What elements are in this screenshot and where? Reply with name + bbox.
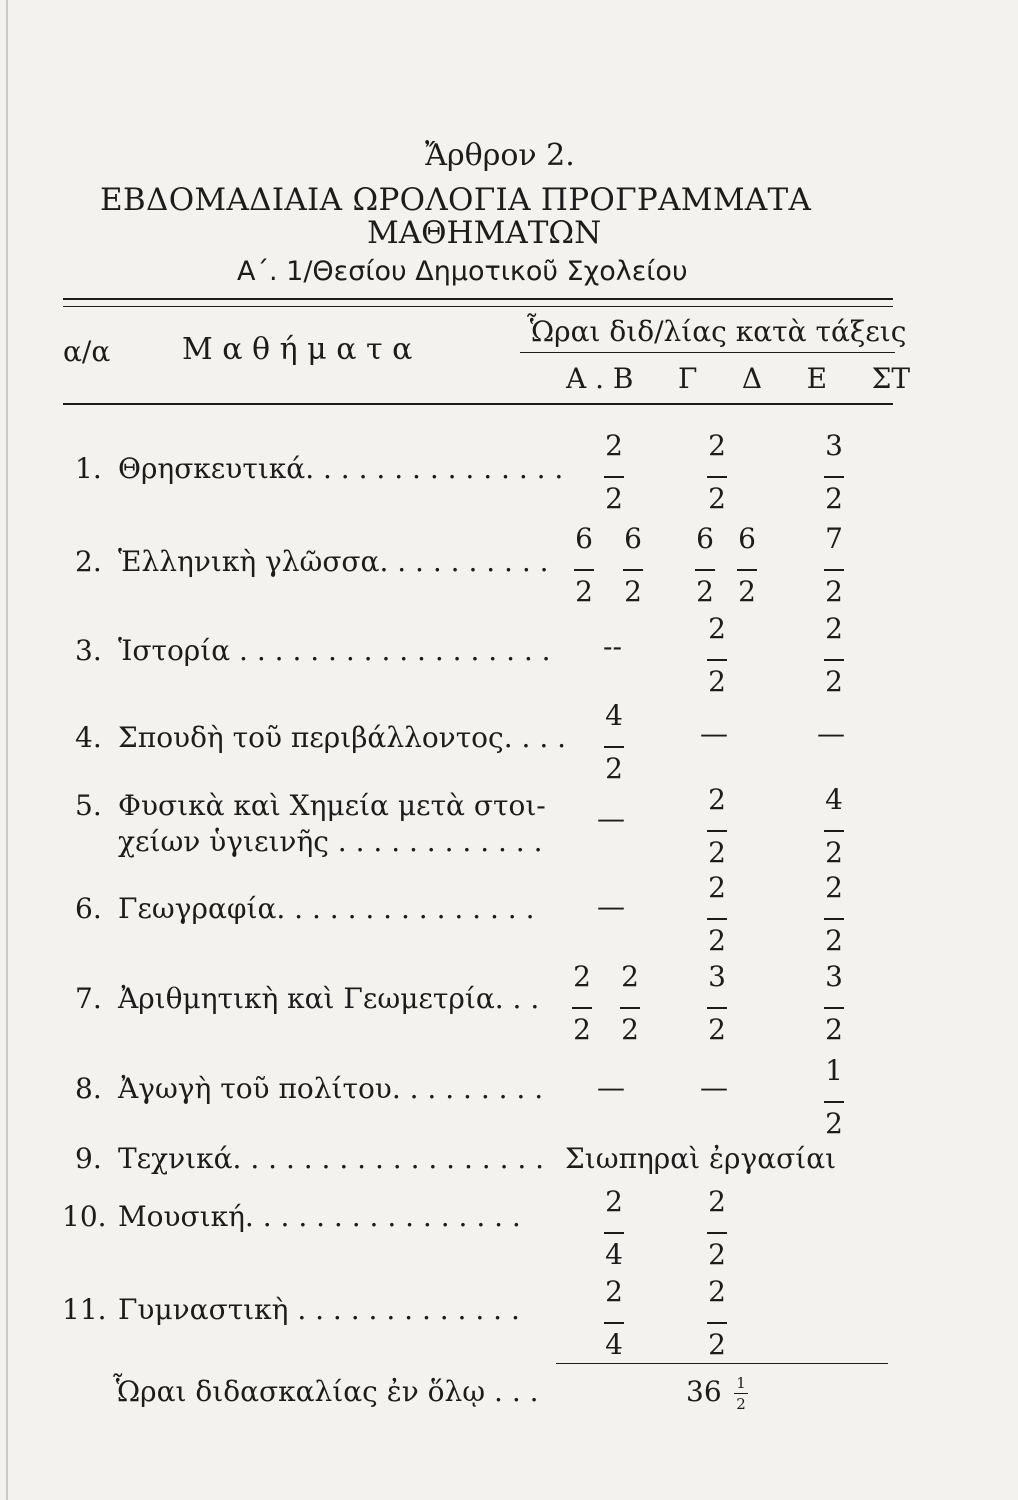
column-header-number: α/α <box>63 335 111 368</box>
subject-label: Τεχνικά. . . . . . . . . . . . . . . . . . <box>118 1142 545 1175</box>
total-hours-fraction: 1 2 <box>731 1376 751 1416</box>
subject-label: Ἀριθμητικὴ καὶ Γεωμετρία. . . <box>118 982 540 1015</box>
hours-fraction: 2 2 <box>708 1275 726 1361</box>
hours-fraction: 4 2 <box>605 699 623 785</box>
silent-work-note: Σιωπηραὶ ἐργασίαι <box>565 1142 837 1175</box>
no-hours-dash: — <box>597 802 625 835</box>
row-number: 2. <box>75 545 102 578</box>
subject-label: Ἀγωγὴ τοῦ πολίτου. . . . . . . . . <box>118 1072 544 1105</box>
hours-fraction: 3 2 <box>708 960 726 1046</box>
subject-label: Θρησκευτικά. . . . . . . . . . . . . . . <box>118 452 564 485</box>
no-hours-dash: — <box>597 1071 625 1104</box>
subject-label: Ἱστορία . . . . . . . . . . . . . . . . . . <box>118 634 551 667</box>
hours-fraction: 2 2 <box>825 871 843 957</box>
school-subtitle: Α΄. 1/Θεσίου Δημοτικοῦ Σχολείου <box>237 256 688 287</box>
subject-label: Φυσικὰ καὶ Χημεία μετὰ στοι- <box>118 789 546 822</box>
total-hours-value: 36 <box>686 1375 722 1408</box>
row-number: 11. <box>62 1293 107 1326</box>
hours-fraction: 2 2 <box>708 783 726 869</box>
no-hours-dash: — <box>817 717 845 750</box>
hours-fraction: 6 2 <box>696 522 714 608</box>
page-edge <box>6 0 8 1500</box>
hours-fraction: 2 4 <box>605 1275 623 1361</box>
column-header-hours: Ὧραι διδ/λίας κατὰ τάξεις <box>527 315 907 348</box>
document-title: ΕΒΔΟΜΑΔΙΑΙΑ ΩΡΟΛΟΓΙΑ ΠΡΟΓΡΑΜΜΑΤΑ <box>100 182 812 218</box>
hours-fraction: 7 2 <box>825 522 843 608</box>
column-header-subject: Μ α θ ή μ α τ α <box>182 332 413 367</box>
subject-label: Μουσική. . . . . . . . . . . . . . . . <box>118 1200 521 1233</box>
subject-label: Σπουδὴ τοῦ περιβάλλοντος. . . . <box>118 721 567 754</box>
hours-fraction: 2 2 <box>708 612 726 698</box>
hours-fraction: 2 2 <box>825 612 843 698</box>
total-hours-label: Ὧραι διδασκαλίας ἐν ὅλῳ . . . <box>113 1375 539 1408</box>
hours-fraction: 3 2 <box>825 429 843 515</box>
header-hours-underline <box>520 352 895 353</box>
column-header-classes: Α . Β Γ Δ Ε ΣΤ <box>566 362 911 395</box>
total-rule <box>556 1363 888 1364</box>
no-hours-dash: — <box>700 717 728 750</box>
row-number: 10. <box>62 1200 107 1233</box>
top-rule-thin <box>63 306 893 307</box>
hours-fraction: 3 2 <box>825 960 843 1046</box>
subject-label-continued: χείων ὑγιεινῆς . . . . . . . . . . . . <box>118 825 543 858</box>
row-number: 7. <box>75 982 102 1015</box>
hours-fraction: 1 2 <box>825 1054 843 1140</box>
document-title-line2: ΜΑΘΗΜΑΤΩΝ <box>367 215 602 251</box>
row-number: 6. <box>75 892 102 925</box>
hours-fraction: 2 2 <box>708 1185 726 1271</box>
hours-fraction: 2 2 <box>621 960 639 1046</box>
row-number: 1. <box>75 452 102 485</box>
hours-fraction: 4 2 <box>825 783 843 869</box>
row-number: 8. <box>75 1072 102 1105</box>
top-rule-thick <box>63 298 893 300</box>
row-number: 3. <box>75 634 102 667</box>
row-number: 4. <box>75 721 102 754</box>
no-hours-dash: — <box>597 890 625 923</box>
article-heading: Ἄρθρον 2. <box>425 138 575 173</box>
hours-fraction: 2 2 <box>573 960 591 1046</box>
row-number: 9. <box>75 1142 102 1175</box>
row-number: 5. <box>75 789 102 822</box>
hours-fraction: 2 4 <box>605 1185 623 1271</box>
no-hours-dash: — <box>700 1071 728 1104</box>
hours-fraction: 2 2 <box>708 429 726 515</box>
no-hours-dash: -- <box>603 630 622 663</box>
subject-label: Γυμναστικὴ . . . . . . . . . . . . . <box>118 1293 520 1326</box>
hours-fraction: 6 2 <box>738 522 756 608</box>
header-rule-thick <box>63 403 893 405</box>
hours-fraction: 6 2 <box>575 522 593 608</box>
hours-fraction: 6 2 <box>624 522 642 608</box>
hours-fraction: 2 2 <box>605 429 623 515</box>
subject-label: Γεωγραφία. . . . . . . . . . . . . . . <box>118 892 535 925</box>
subject-label: Ἑλληνικὴ γλῶσσα. . . . . . . . . . <box>118 545 549 578</box>
hours-fraction: 2 2 <box>708 871 726 957</box>
